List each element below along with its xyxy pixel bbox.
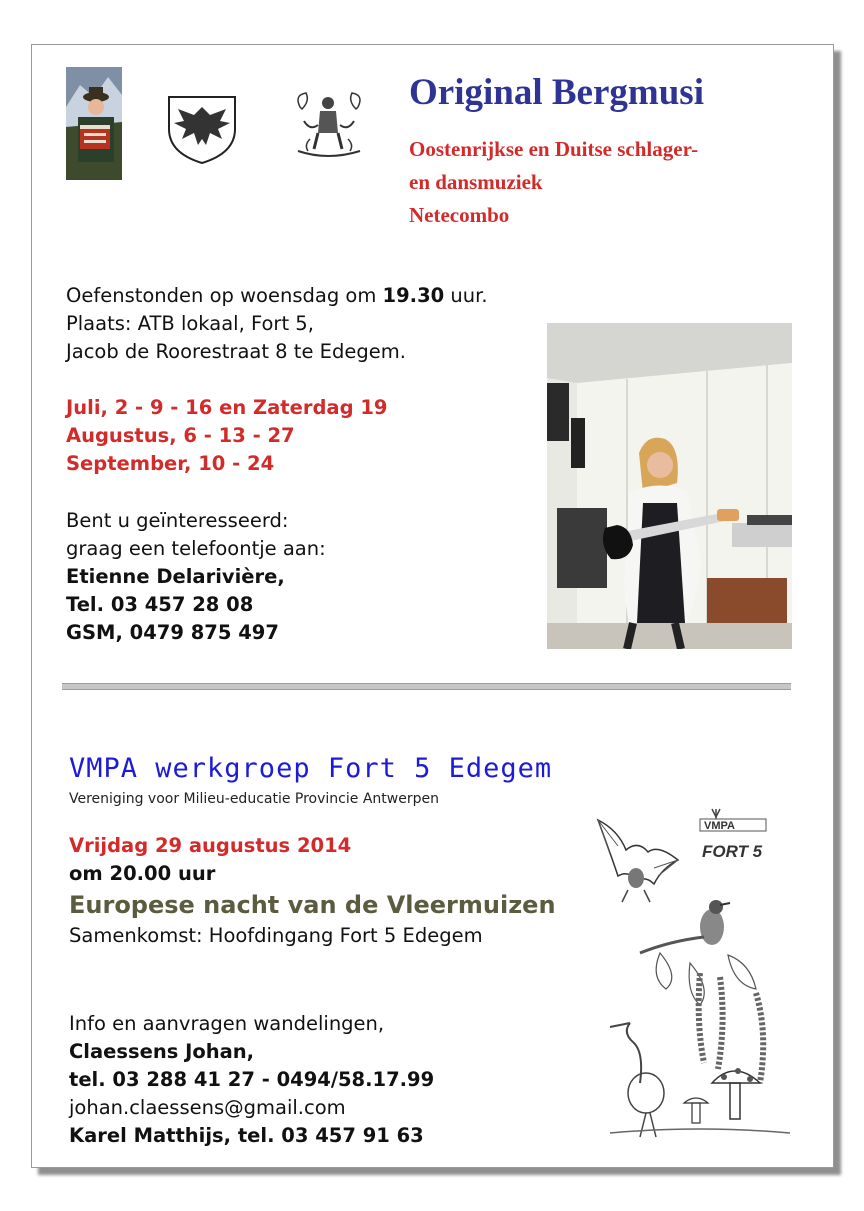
band-subtitle xyxy=(409,133,698,232)
band-title: Original Bergmusi xyxy=(409,72,704,113)
accordion-player-photo xyxy=(66,67,122,180)
section-divider xyxy=(62,683,791,690)
walk-info-line: Info en aanvragen wandelingen, xyxy=(69,1012,385,1035)
contact-tel: Tel. 03 457 28 08 xyxy=(66,593,254,616)
event-block xyxy=(69,832,556,950)
rehearsal-suffix: uur. xyxy=(444,284,488,307)
contact-name: Etienne Delarivière, xyxy=(66,565,285,588)
rehearsal-info xyxy=(66,282,488,366)
poster-page xyxy=(31,44,834,1168)
event-meeting: Samenkomst: Hoofdingang Fort 5 Edegem xyxy=(69,924,483,947)
rehearsal-time-line xyxy=(66,282,488,310)
vmpa-title: VMPA werkgroep Fort 5 Edegem xyxy=(69,753,553,784)
contact-line: graag een telefoontje aan: xyxy=(66,537,326,560)
musician-emblem-icon xyxy=(290,87,368,161)
rehearsal-dates xyxy=(66,394,387,478)
subtitle-line: Netecombo xyxy=(409,203,510,227)
second-contact: Karel Matthijs, tel. 03 457 91 63 xyxy=(69,1124,424,1147)
contact-gsm: GSM, 0479 875 497 xyxy=(66,621,279,644)
event-time: om 20.00 uur xyxy=(69,862,216,885)
event-date: Vrijdag 29 augustus 2014 xyxy=(69,834,352,857)
subtitle-line: Oostenrijkse en Duitse schlager- xyxy=(409,137,699,161)
bass-player-photo xyxy=(547,323,792,649)
band-contact xyxy=(66,507,326,647)
vmpa-logo-text: VMPA xyxy=(704,820,735,832)
rehearsal-prefix: Oefenstonden op woensdag om xyxy=(66,284,383,307)
date-line: Juli, 2 - 9 - 16 en Zaterdag 19 xyxy=(66,396,388,419)
vmpa-subtitle: Vereniging voor Milieu-educatie Provincie Antwerpen xyxy=(69,791,439,807)
walk-contact-tel: tel. 03 288 41 27 - 0494/58.17.99 xyxy=(69,1068,435,1091)
walk-contact-name: Claessens Johan, xyxy=(69,1040,255,1063)
vmpa-logo xyxy=(696,805,776,865)
date-line: Augustus, 6 - 13 - 27 xyxy=(66,424,295,447)
walk-contact-email: johan.claessens@gmail.com xyxy=(69,1096,346,1119)
vmpa-logo-fort: FORT 5 xyxy=(702,842,763,861)
nature-illustration xyxy=(600,893,800,1143)
subtitle-line: en dansmuziek xyxy=(409,170,543,194)
event-name: Europese nacht van de Vleermuizen xyxy=(69,891,556,919)
rehearsal-address: Jacob de Roorestraat 8 te Edegem. xyxy=(66,340,406,363)
contact-line: Bent u geïnteresseerd: xyxy=(66,509,289,532)
rehearsal-time: 19.30 xyxy=(382,284,445,307)
eagle-coat-of-arms-icon xyxy=(164,93,240,165)
walk-info xyxy=(69,1010,434,1150)
date-line: September, 10 - 24 xyxy=(66,452,275,475)
rehearsal-place: Plaats: ATB lokaal, Fort 5, xyxy=(66,312,314,335)
